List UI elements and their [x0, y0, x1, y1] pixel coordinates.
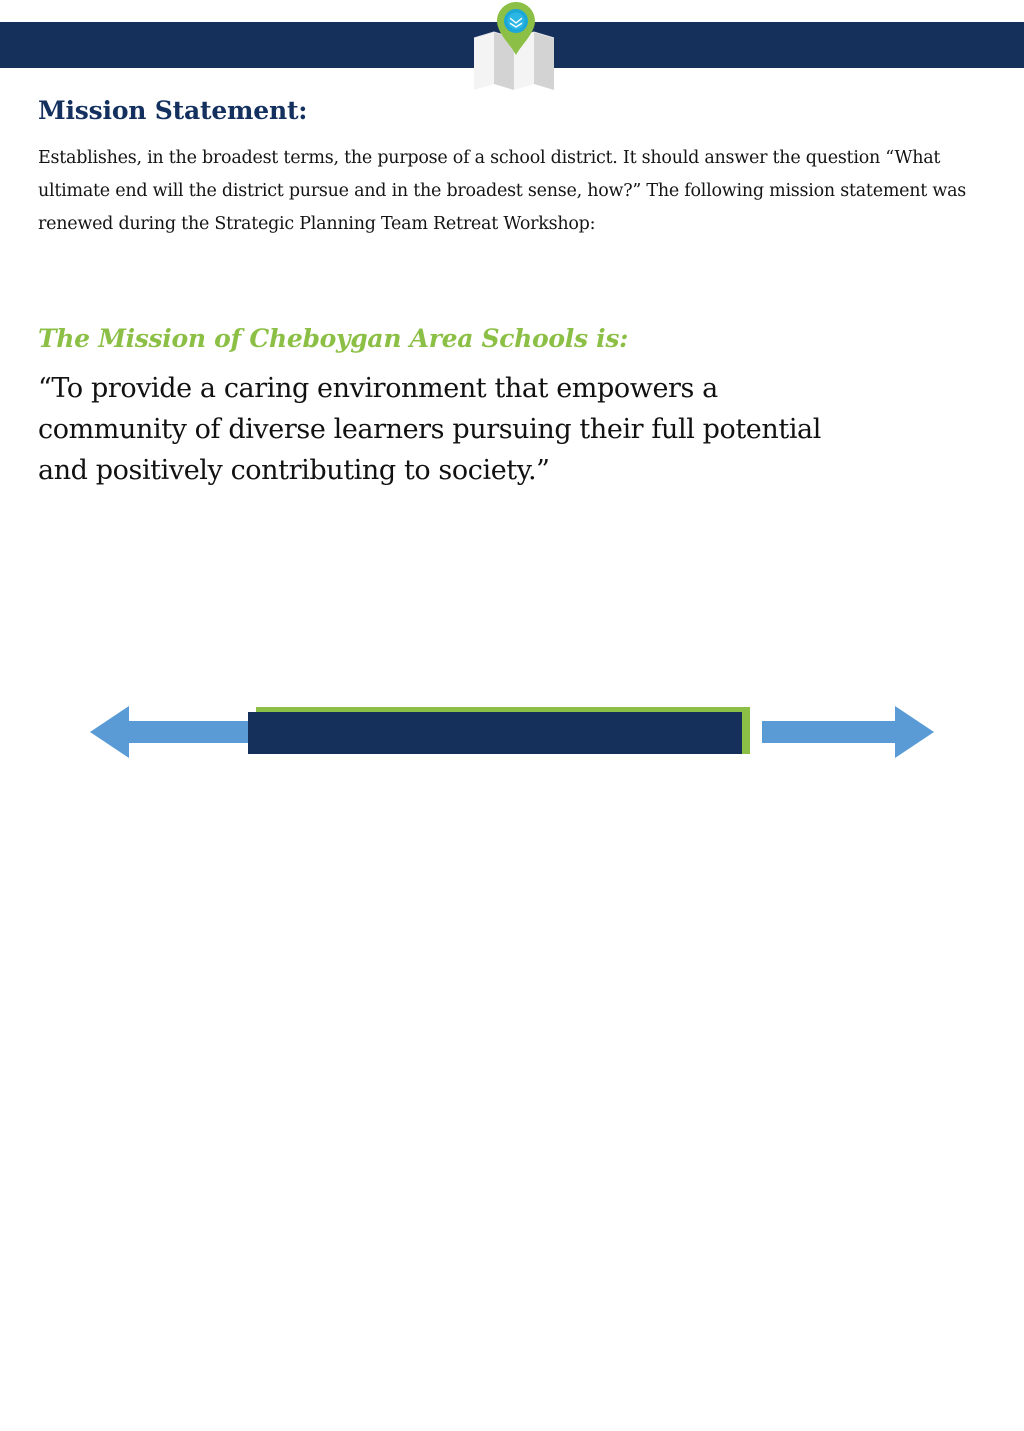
arrow-left-icon: [90, 706, 262, 758]
slide-content: [38, 96, 988, 491]
page-title: Mission Statement:: [38, 96, 308, 125]
footer-navy-box: [248, 712, 742, 754]
mission-lead-heading: The Mission of Cheboygan Area Schools is:: [38, 324, 629, 353]
footer-banner: [0, 696, 1024, 1430]
folded-map-icon: [470, 2, 562, 94]
footer-organization-label: MICHIGAN ASSOCIATION OF SCHOOL BOARDS: [305, 1409, 685, 1430]
mission-statement-quote: “To provide a caring environment that empowers a community of diverse learners pursuing their full potential and positively contributing to society.”: [38, 373, 821, 487]
body-paragraph: Establishes, in the broadest terms, the purpose of a school district. It should answer the question “What ultimate end will the district pursue and in the broadest sense, how?” The following mission statement was renewed during the Strategic Planning Team Retreat Workshop:: [38, 148, 967, 234]
arrow-right-icon: [762, 706, 934, 758]
